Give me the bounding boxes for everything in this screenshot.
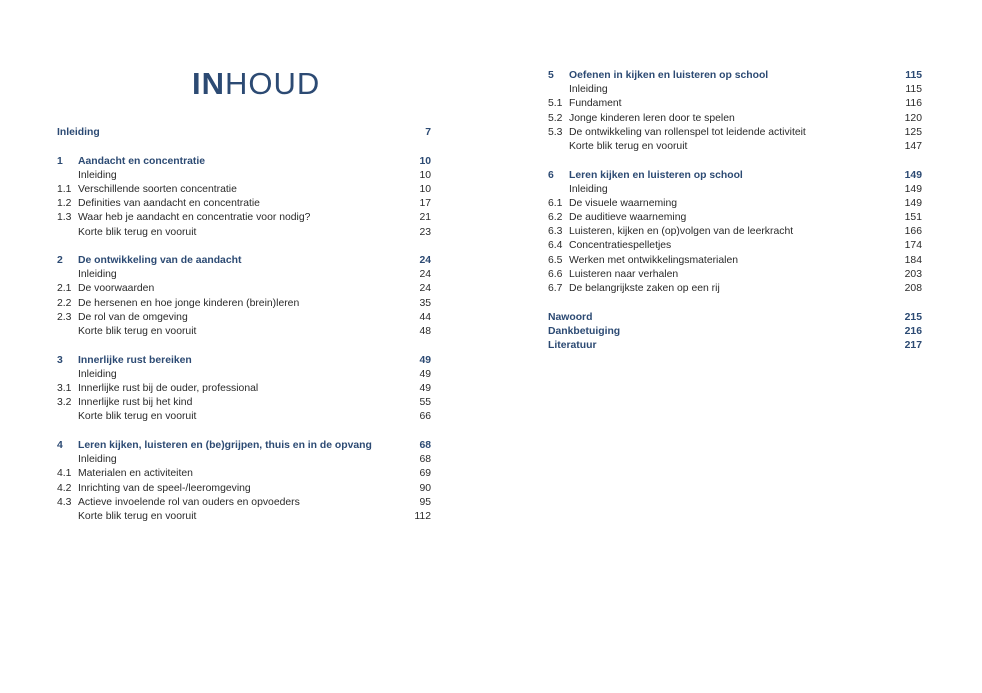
toc-chapter-heading[interactable]	[57, 439, 431, 453]
toc-number: 6.3	[548, 226, 563, 238]
toc-number: 2.3	[57, 311, 72, 323]
toc-number: 4.2	[57, 482, 72, 494]
toc-title: De auditieve waarneming	[569, 212, 687, 224]
toc-page-number: 10	[419, 183, 431, 195]
toc-title: Inleiding	[569, 183, 608, 195]
toc-entry[interactable]	[57, 325, 431, 339]
toc-page-number: 125	[904, 126, 922, 138]
toc-entry[interactable]	[57, 368, 431, 382]
toc-number: 2	[57, 255, 63, 267]
toc-page-number: 7	[425, 127, 431, 138]
toc-page-number: 35	[419, 297, 431, 309]
toc-number: 6.2	[548, 212, 563, 224]
toc-number: 4.1	[57, 468, 72, 480]
toc-title: Verschillende soorten concentratie	[78, 183, 237, 195]
toc-page-number: 149	[904, 197, 922, 209]
toc-page-number: 151	[904, 212, 922, 224]
toc-page-number: 115	[905, 84, 922, 96]
toc-entry[interactable]	[548, 126, 922, 140]
toc-number: 4.3	[57, 496, 72, 508]
toc-page-number: 166	[904, 226, 922, 238]
toc-title: Luisteren naar verhalen	[569, 268, 679, 280]
toc-spacer	[548, 296, 922, 310]
toc-title: Werken met ontwikkelingsmaterialen	[569, 254, 739, 266]
toc-chapter-heading[interactable]	[57, 354, 431, 368]
toc-number: 1.1	[57, 183, 72, 195]
toc-entry[interactable]	[548, 225, 922, 239]
toc-number: 5	[548, 70, 554, 81]
toc-page-number: 10	[419, 155, 431, 167]
toc-page-number: 17	[419, 198, 431, 210]
toc-entry-inleiding[interactable]	[57, 126, 431, 140]
toc-entry[interactable]	[57, 197, 431, 211]
toc-page-number: 55	[419, 397, 431, 409]
toc-page-number: 215	[904, 311, 922, 323]
toc-number: 5.3	[548, 126, 563, 138]
toc-title: Korte blik terug en vooruit	[78, 510, 197, 522]
toc-backmatter-entry[interactable]	[548, 325, 922, 339]
toc-page-number: 68	[419, 439, 431, 451]
toc-page-number: 48	[419, 326, 431, 338]
toc-entry[interactable]	[57, 510, 431, 524]
toc-number: 1.3	[57, 212, 72, 224]
toc-title: Inleiding	[78, 169, 117, 181]
toc-number: 3.1	[57, 382, 72, 394]
toc-title: Literatuur	[548, 339, 597, 351]
toc-page-number: 184	[904, 254, 922, 266]
toc-number: 6.7	[548, 283, 563, 295]
toc-title: Materialen en activiteiten	[78, 468, 193, 480]
toc-entry[interactable]	[57, 183, 431, 197]
toc-entry[interactable]	[57, 169, 431, 183]
toc-number: 4	[57, 439, 63, 451]
toc-number: 5.2	[548, 112, 563, 124]
toc-number: 1	[57, 155, 63, 167]
toc-entry[interactable]	[57, 297, 431, 311]
title-part-2: HOUD	[225, 66, 321, 101]
toc-title: Waar heb je aandacht en concentratie voor nodig?	[78, 212, 311, 224]
toc-title: Korte blik terug en vooruit	[569, 140, 688, 152]
toc-title: De belangrijkste zaken op een rij	[569, 283, 720, 295]
toc-title: Innerlijke rust bereiken	[78, 354, 192, 366]
toc-page-number: 147	[904, 140, 922, 152]
toc-number: 6	[548, 169, 554, 181]
toc-chapter-heading[interactable]	[548, 169, 922, 183]
toc-page-number: 68	[419, 454, 431, 466]
toc-title: Korte blik terug en vooruit	[78, 326, 197, 338]
toc-entry[interactable]	[548, 282, 922, 296]
toc-entry[interactable]	[548, 83, 922, 97]
toc-page-number: 49	[419, 368, 431, 380]
toc-page-number: 112	[414, 510, 431, 522]
toc-entry[interactable]	[548, 112, 922, 126]
toc-entry[interactable]	[57, 453, 431, 467]
title-part-1: IN	[192, 66, 225, 101]
toc-spacer	[57, 339, 431, 353]
toc-page-number: 149	[904, 183, 922, 195]
toc-spacer	[57, 425, 431, 439]
toc-left-column	[57, 126, 431, 524]
toc-title: Korte blik terug en vooruit	[78, 411, 197, 423]
toc-entry[interactable]	[548, 239, 922, 253]
toc-page-number: 208	[904, 283, 922, 295]
toc-spacer	[548, 154, 922, 168]
toc-number: 3	[57, 354, 63, 366]
toc-page-number: 24	[419, 269, 431, 281]
toc-title: Dankbetuiging	[548, 325, 621, 337]
toc-page-number: 23	[419, 226, 431, 238]
toc-title: De rol van de omgeving	[78, 311, 188, 323]
toc-title: Leren kijken en luisteren op school	[569, 169, 743, 181]
toc-title: Nawoord	[548, 311, 593, 323]
toc-title: De visuele waarneming	[569, 197, 678, 209]
toc-page-number: 120	[904, 112, 922, 124]
toc-title: Innerlijke rust bij het kind	[78, 397, 193, 409]
toc-number: 6.4	[548, 240, 563, 252]
toc-page-number: 49	[419, 354, 431, 366]
toc-entry[interactable]	[57, 482, 431, 496]
toc-page-number: 24	[419, 255, 431, 267]
toc-right-column	[548, 69, 922, 353]
toc-title: Korte blik terug en vooruit	[78, 226, 197, 238]
toc-page-number: 44	[419, 311, 431, 323]
toc-title: De ontwikkeling van de aandacht	[78, 255, 242, 267]
toc-page-number: 149	[904, 169, 922, 181]
toc-page-number: 217	[904, 339, 922, 351]
toc-title: De hersenen en hoe jonge kinderen (brein)leren	[78, 297, 300, 309]
toc-entry[interactable]	[57, 467, 431, 481]
toc-title: Inrichting van de speel-/leeromgeving	[78, 482, 251, 494]
toc-number: 6.1	[548, 197, 563, 209]
toc-title: Inleiding	[569, 84, 608, 96]
toc-title: Innerlijke rust bij de ouder, professional	[78, 382, 259, 394]
toc-entry[interactable]	[548, 183, 922, 197]
toc-page-number: 90	[419, 482, 431, 494]
toc-title: Oefenen in kijken en luisteren op school	[569, 70, 769, 81]
toc-number: 5.1	[548, 98, 563, 110]
toc-backmatter-entry[interactable]	[548, 339, 922, 353]
toc-entry[interactable]	[548, 197, 922, 211]
toc-title: Inleiding	[78, 454, 117, 466]
toc-title: Luisteren, kijken en (op)volgen van de leerkracht	[569, 226, 794, 238]
toc-entry[interactable]	[57, 282, 431, 296]
toc-entry[interactable]	[548, 97, 922, 111]
toc-title: Inleiding	[78, 269, 117, 281]
toc-entry[interactable]	[57, 268, 431, 282]
toc-backmatter-entry[interactable]	[548, 311, 922, 325]
toc-page-number: 203	[904, 268, 922, 280]
toc-page-number: 116	[905, 98, 922, 110]
toc-title: De ontwikkeling van rollenspel tot leidende activiteit	[569, 126, 806, 138]
toc-chapter-heading[interactable]	[57, 254, 431, 268]
toc-chapter-heading[interactable]	[57, 155, 431, 169]
toc-spacer	[57, 240, 431, 254]
toc-entry[interactable]	[548, 254, 922, 268]
toc-page-number: 216	[904, 325, 922, 337]
toc-title: Actieve invoelende rol van ouders en opvoeders	[78, 496, 300, 508]
toc-entry[interactable]	[57, 226, 431, 240]
toc-entry[interactable]	[57, 410, 431, 424]
toc-page-number: 66	[419, 411, 431, 423]
toc-page-number: 24	[419, 283, 431, 295]
toc-number: 2.2	[57, 297, 72, 309]
toc-title: Inleiding	[57, 127, 100, 138]
toc-number: 2.1	[57, 283, 72, 295]
toc-page-number: 21	[419, 212, 431, 224]
toc-page-number: 95	[419, 496, 431, 508]
toc-title: Jonge kinderen leren door te spelen	[569, 112, 735, 124]
toc-title: Fundament	[569, 98, 622, 110]
toc-title: Leren kijken, luisteren en (be)grijpen, thuis en in de opvang	[78, 439, 372, 451]
toc-entry[interactable]	[57, 396, 431, 410]
toc-entry[interactable]	[57, 496, 431, 510]
toc-entry[interactable]	[57, 311, 431, 325]
toc-title: Concentratiespelletjes	[569, 240, 672, 252]
toc-title: Aandacht en concentratie	[78, 155, 206, 167]
toc-number: 6.6	[548, 268, 563, 280]
page-title	[192, 68, 320, 99]
toc-page-number: 69	[419, 468, 431, 480]
toc-page-number: 10	[419, 169, 431, 181]
toc-page-number: 174	[904, 240, 922, 252]
toc-number: 6.5	[548, 254, 563, 266]
toc-page-number: 115	[905, 70, 922, 81]
toc-spacer	[57, 140, 431, 154]
toc-chapter-heading[interactable]	[548, 69, 922, 83]
toc-entry[interactable]	[548, 140, 922, 154]
toc-entry[interactable]	[548, 211, 922, 225]
toc-number: 3.2	[57, 397, 72, 409]
toc-entry[interactable]	[548, 268, 922, 282]
toc-entry[interactable]	[57, 211, 431, 225]
toc-page-number: 49	[419, 382, 431, 394]
toc-number: 1.2	[57, 198, 72, 210]
toc-entry[interactable]	[57, 382, 431, 396]
toc-title: Inleiding	[78, 368, 117, 380]
toc-title: De voorwaarden	[78, 283, 155, 295]
toc-title: Definities van aandacht en concentratie	[78, 198, 260, 210]
